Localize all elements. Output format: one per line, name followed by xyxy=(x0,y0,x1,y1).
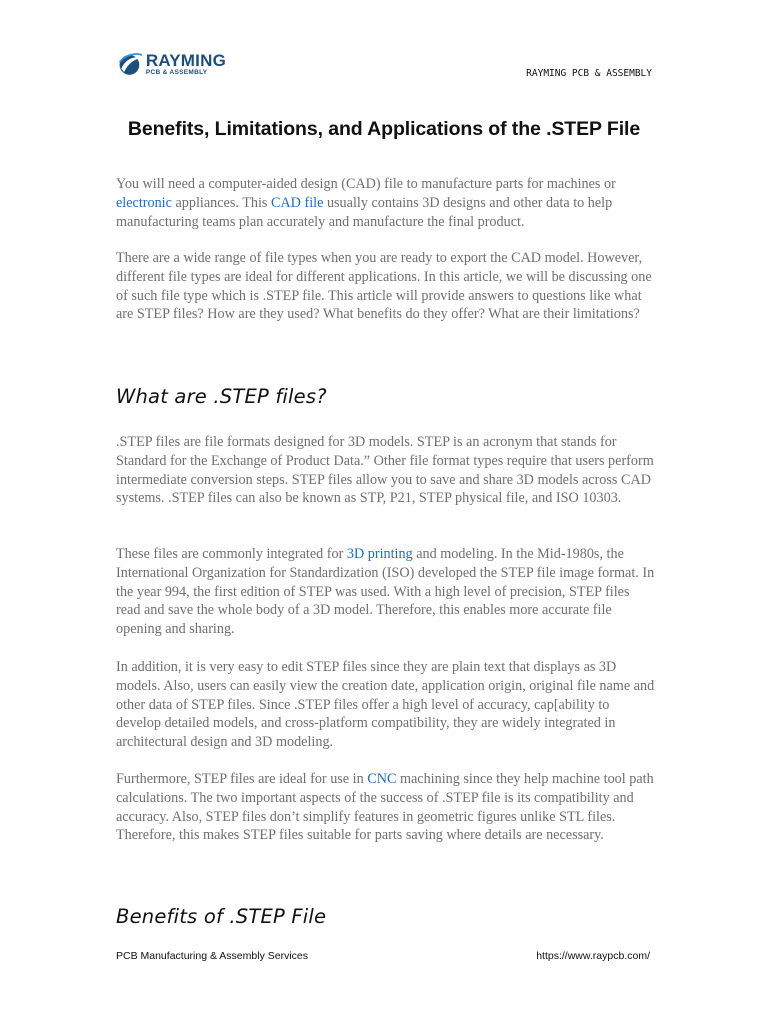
text-run: Furthermore, STEP files are ideal for use in xyxy=(116,771,368,787)
intro-paragraph-1 xyxy=(116,175,656,231)
section-heading-what-are-step-files: What are .STEP files? xyxy=(116,385,327,408)
logo-name: RAYMING xyxy=(145,50,226,70)
link-electronic[interactable]: electronic xyxy=(116,194,172,211)
footer-services: PCB Manufacturing & Assembly Services xyxy=(116,950,308,962)
text-run: These files are commonly integrated for xyxy=(116,546,347,562)
header-company-name: RAYMING PCB & ASSEMBLY xyxy=(526,68,652,79)
text-run: You will need a computer-aided design (CAD) file to manufacture parts for machines or xyxy=(116,176,616,192)
footer-url[interactable]: https://www.raypcb.com/ xyxy=(536,950,650,962)
document-title: Benefits, Limitations, and Applications of the .STEP File xyxy=(127,118,641,140)
text-run: machining since they help machine tool path calculations. The two important aspects of the success of .STEP file is its compatibility and accuracy. Also, STEP files don’t simplify features in geometric figures unlike STL files. Therefore, this makes STEP files suitable for parts saving where details are necessary. xyxy=(116,771,654,844)
rayming-logo-icon xyxy=(116,49,143,79)
text-run: usually contains 3D designs and other data to help manufacturing teams plan accurately and manufacture the final product. xyxy=(116,194,613,230)
text-run: and modeling. In the Mid-1980s, the International Organization for Standardization (ISO) developed the STEP file image format. In the year 994, the first edition of STEP was used. With a high level of precision, STEP files read and save the whole body of a 3D model. Therefore, this enables more accurate file opening and sharing. xyxy=(116,546,655,638)
section1-paragraph-1: .STEP files are file formats designed for 3D models. STEP is an acronym that stands for Standard for the Exchange of Product Data.” Other file format types require that users perform intermediate conversion steps. STEP files allow you to save and share 3D models across CAD systems. .STEP files can also be known as STP, P21, STEP physical file, and ISO 10303. xyxy=(116,434,654,507)
link-cnc[interactable]: CNC xyxy=(367,771,397,787)
rayming-logo xyxy=(116,48,226,80)
intro-paragraph-2: There are a wide range of file types when you are ready to export the CAD model. However, different file types are ideal for different applications. In this article, we will be discussing one of such file type which is .STEP file. This article will provide answers to questions like what are STEP files? How are they used? What benefits do they offer? What are their limitations? xyxy=(116,250,652,323)
link-3d-printing[interactable]: 3D printing xyxy=(346,546,413,562)
section1-paragraph-2 xyxy=(116,545,656,639)
section-heading-benefits: Benefits of .STEP File xyxy=(116,905,327,928)
text-run: appliances. This xyxy=(171,194,271,211)
logo-subtitle: PCB & ASSEMBLY xyxy=(145,68,208,76)
link-cad-file[interactable]: CAD file xyxy=(270,194,324,211)
section1-paragraph-3: In addition, it is very easy to edit STEP files since they are plain text that displays as 3D models. Also, users can easily view the creation date, application origin, original file name and other data of STEP files. Since .STEP files offer a high level of accuracy, cap[ability to develop detailed models, and cross-platform compatibility, they are widely integrated in architectural design and 3D modeling. xyxy=(116,659,655,751)
section1-paragraph-4 xyxy=(116,770,656,845)
